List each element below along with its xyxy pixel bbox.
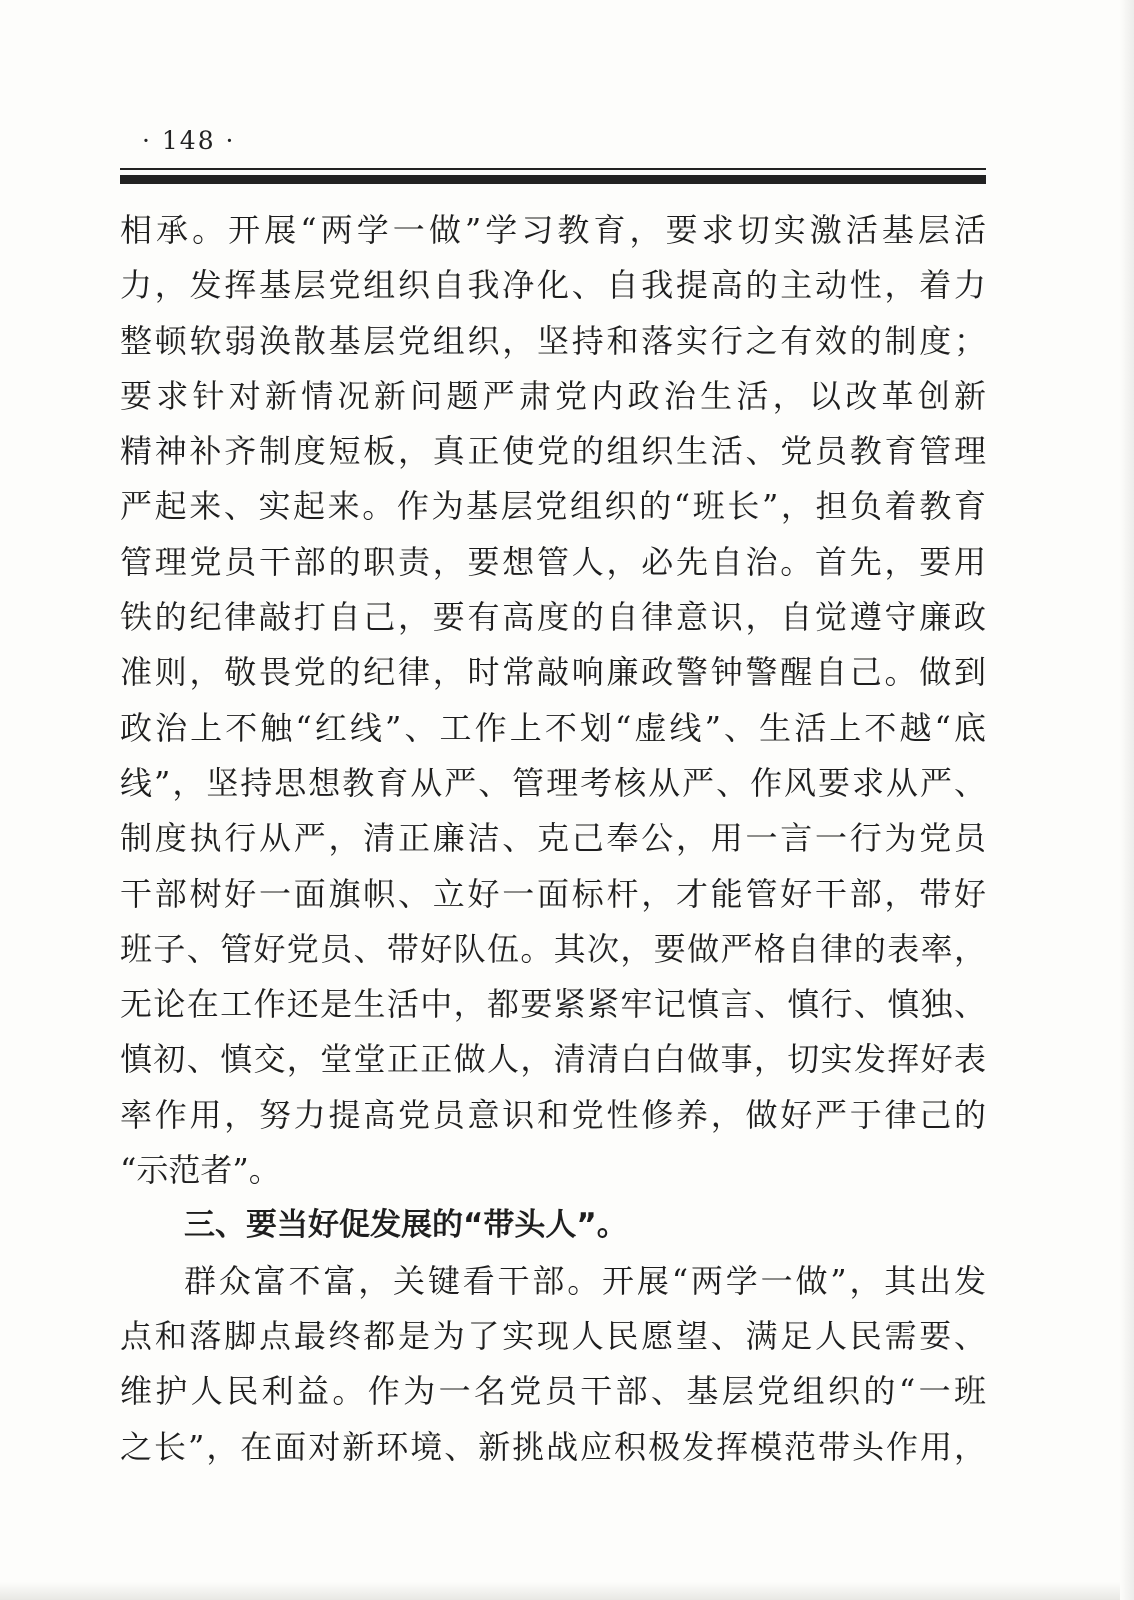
text-line: 要求针对新情况新问题严肃党内政治生活，以改革创新 [120,376,986,415]
text-line: 制度执行从严，清正廉洁、克己奉公，用一言一行为党员 [120,819,986,858]
text-line: 点和落脚点最终都是为了实现人民愿望、满足人民需要、 [120,1316,986,1355]
section-heading: 三、要当好促发展的“带头人”。 [184,1207,628,1244]
text-line: 整顿软弱涣散基层党组织，坚持和落实行之有效的制度； [120,321,986,360]
body-text [120,203,986,1475]
text-line: 率作用，努力提高党员意识和党性修养，做好严于律己的 [120,1095,986,1134]
text-line: 之长”，在面对新环境、新挑战应积极发挥模范带头作用， [120,1427,986,1466]
header-rule-thick [120,175,986,184]
text-line: 管理党员干部的职责，要想管人，必先自治。首先，要用 [120,542,986,581]
text-line: 慎初、慎交，堂堂正正做人，清清白白做事，切实发挥好表 [120,1040,986,1079]
text-line: 班子、管好党员、带好队伍。其次，要做严格自律的表率， [120,929,986,968]
scan-edge-right [1120,0,1134,1600]
text-line-paragraph-end: “示范者”。 [120,1151,281,1190]
text-line: 政治上不触“红线”、工作上不划“虚线”、生活上不越“底 [120,708,986,747]
text-line: 铁的纪律敲打自己，要有高度的自律意识，自觉遵守廉政 [120,598,986,637]
text-line: 无论在工作还是生活中，都要紧紧牢记慎言、慎行、慎独、 [120,985,986,1024]
header-rule-thin [120,168,986,170]
text-line: 线”，坚持思想教育从严、管理考核从严、作风要求从严、 [120,763,986,802]
text-line: 精神补齐制度短板，真正使党的组织生活、党员教育管理 [120,432,986,471]
text-line: 干部树好一面旗帜、立好一面标杆，才能管好干部，带好 [120,874,986,913]
scan-edge-bottom [0,1582,1134,1600]
text-line: 准则，敬畏党的纪律，时常敲响廉政警钟警醒自己。做到 [120,653,986,692]
page-number: · 148 · [142,126,236,155]
text-line-paragraph-start: 群众富不富，关键看干部。开展“两学一做”，其出发 [184,1261,986,1300]
text-line: 相承。开展“两学一做”学习教育，要求切实激活基层活 [120,211,986,249]
text-line: 严起来、实起来。作为基层党组织的“班长”，担负着教育 [120,487,986,526]
text-line: 力，发挥基层党组织自我净化、自我提高的主动性，着力 [120,266,986,305]
text-line: 维护人民利益。作为一名党员干部、基层党组织的“一班 [120,1372,986,1411]
